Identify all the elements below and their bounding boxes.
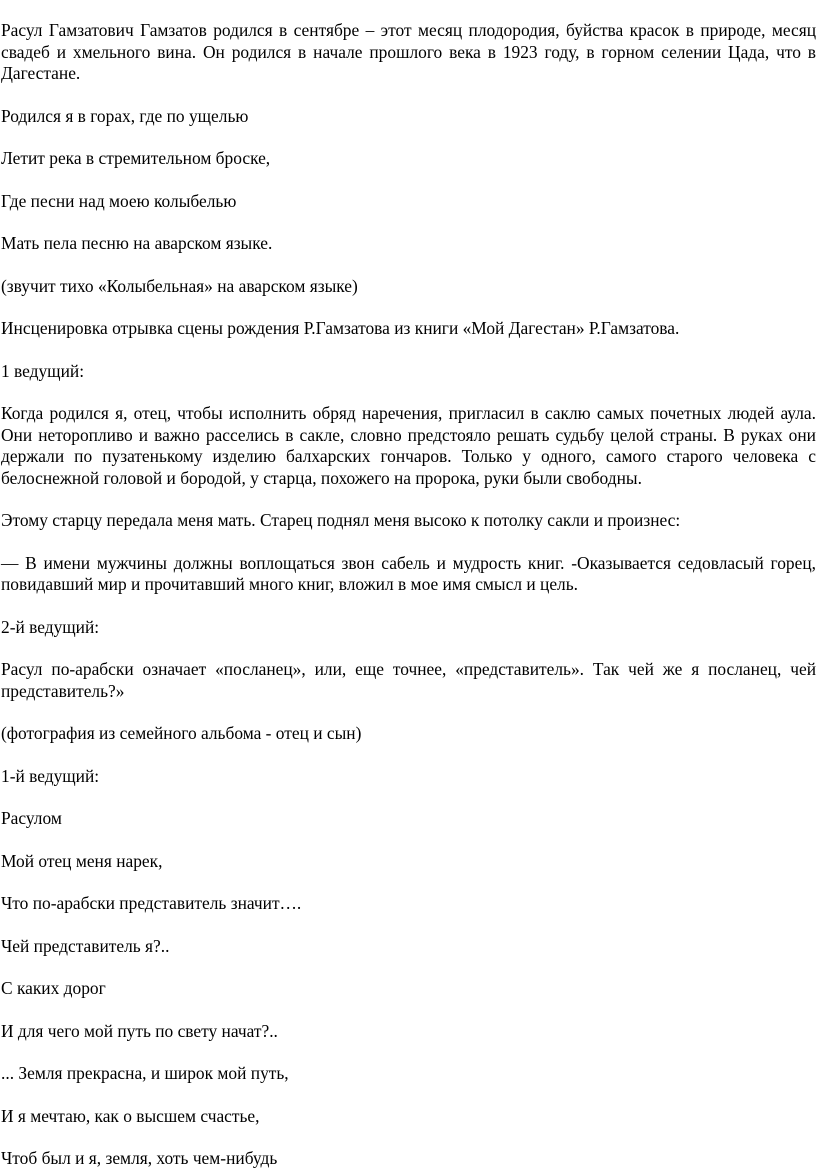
speaker-label: 1 ведущий: <box>1 360 85 381</box>
intro-paragraph: Расул Гамзатович Гамзатов родился в сентябре – этот месяц плодородия, буйства красок в природе, месяц свадеб и хмельного вина. Он родился в начале прошлого века в 1923 году, в горном селении Цада, что в Дагестане. <box>1 20 816 83</box>
poem-line: Где песни над моею колыбелью <box>1 190 237 211</box>
poem-line: Мать пела песню на аварском языке. <box>1 233 273 253</box>
poem-line: С каких дорог <box>1 978 106 998</box>
text-paragraph: Когда родился я, отец, чтобы исполнить обряд наречения, пригласил в саклю самых почетных людей аула. Они неторопливо и важно расселись в сакле, словно предстояло решать судьбу целой страны. В руках они держали по пузатенькому изделию балхарских гончаров. Только у одного, самого старого человека с белоснежной головой и бородой, у старца, похожего на пророка, руки были свободны. <box>1 403 816 488</box>
stage-direction: (фотография из семейного альбома - отец и сын) <box>1 723 362 743</box>
poem-line: Расулом <box>1 808 62 828</box>
text-paragraph: Расул по-арабски означает «посланец», или, еще точнее, «представитель». Так чей же я посланец, чей представитель?» <box>1 659 816 701</box>
poem-line: Мой отец меня нарек, <box>1 850 163 871</box>
poem-line: Что по-арабски представитель значит…. <box>1 893 302 913</box>
text-paragraph: Инсценировка отрывка сцены рождения Р.Гамзатова из книги «Мой Дагестан» Р.Гамзатова. <box>1 318 680 338</box>
stage-direction: (звучит тихо «Колыбельная» на аварском языке) <box>1 275 358 296</box>
poem-line: Родился я в горах, где по ущелью <box>1 105 249 126</box>
poem-line: ... Земля прекрасна, и широк мой путь, <box>1 1063 289 1083</box>
poem-line: Чей представитель я?.. <box>1 935 170 956</box>
poem-line: Летит река в стремительном броске, <box>1 148 271 168</box>
text-paragraph: — В имени мужчины должны воплощаться звон сабель и мудрость книг. -Оказывается седовласый горец, повидавший мир и прочитавший много книг, вложил в мое имя смысл и цель. <box>1 552 816 594</box>
speaker-label: 2-й ведущий: <box>1 616 100 637</box>
speaker-label: 1-й ведущий: <box>1 765 100 786</box>
poem-line: И для чего мой путь по свету начат?.. <box>1 1020 278 1041</box>
poem-line: И я мечтаю, как о высшем счастье, <box>1 1105 260 1126</box>
poem-line: Чтоб был и я, земля, хоть чем-нибудь <box>1 1148 278 1168</box>
text-paragraph: Этому старцу передала меня мать. Старец поднял меня высоко к потолку сакли и произнес: <box>1 510 681 530</box>
